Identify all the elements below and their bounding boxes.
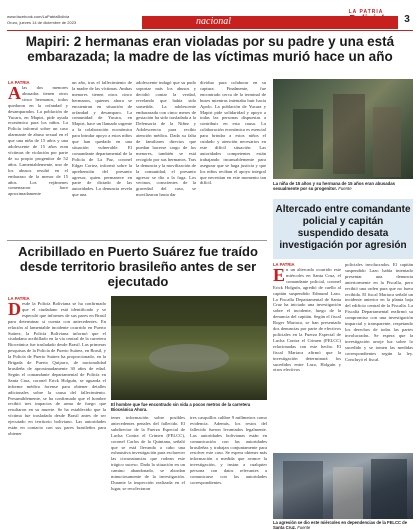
story1-photo-caption [273, 181, 413, 192]
story1-byline: LA PATRIA [8, 80, 30, 85]
story3-byline: LA PATRIA [8, 296, 30, 301]
photo-placeholder-icon [273, 79, 413, 179]
story3-text-col2: tener información sobre posibles antecedentes penales del fallecido. El subdirector de la Fuerza Especial de Lucha Contra el Crimen (FELCC), coronel Carlos de la Quintana, señaló que se está llevando a cabo una exhaustiva investigación para esclarecer las circunstancias que rodean este trágico suceso. Dada la situación en un camino abandonado, se abordan minuciosamente de la investigación. Durante la inspección realizada en el lugar, se recolectaron [111, 415, 185, 491]
edition-date: Oruro, jueves 14 de diciembre de 2023 [7, 20, 77, 25]
story2-byline: LA PATRIA [273, 262, 295, 267]
story3-column-2 [111, 415, 185, 522]
story2-column-2 [345, 262, 413, 452]
story3-drop-cap: D [8, 299, 21, 319]
story1-drop-cap: A [8, 83, 21, 103]
story2-drop-cap: E [273, 265, 286, 285]
logo-bottom-text: Policial [348, 14, 384, 25]
story1-column-4 [200, 80, 266, 238]
story2-headline: Altercado entre comandante policial y capitán suspendido desata investigación por agresión [275, 204, 411, 251]
story2-photo [273, 453, 413, 519]
story3-divider [7, 240, 267, 241]
story3-text-col3: tres casquillos calibre 9 milímetros como evidencia. Además, los restos del fallecido fueron levantados legalmente. Las autoridades bolivianas están en comunicación con las autoridades brasileñas y trabajan conjuntamente para resolver este caso. Se espera obtener más información a medida que avance la investigación, y instan a cualquier persona con datos relevantes a comunicarse con las autoridades correspondientes. [190, 415, 267, 485]
page-number: 3 [404, 14, 410, 25]
story1-text-col2: un año, tras el fallecimiento de la madre de las víctimas. Ambas menores tienen otros cinco hermanos, quienes ahora se encuentran en situación de orfandad y desamparo. La comunidad de Yucara, en Mapiri, hace un llamado urgente a la colaboración económica para brindar apoyo a estos niños que han quedado en una situación vulnerable. El comandante departamental de la Policía de La Paz, coronel Edgar Cortez, informó sobre la aprehensión del presunto agresor, quien permanece en parte de dictado de las autoridades. La denuncia revela que una [72, 80, 132, 198]
story2-column-1 [273, 262, 341, 452]
story3-photo-caption: El hombre que fue encontrado sin vida a pocos metros de la carretera Bioceánica Ahora. [111, 402, 251, 413]
caption-text: La niña de 15 años y su hermana de 15 años eran abusadas sexualmente por su progenitor. [273, 181, 396, 192]
story1-column-1 [8, 80, 68, 238]
story1-photo [273, 79, 413, 179]
story1-text-col1: las dos menores abusadas tienen otros cinco hermanos, todos quedaron en la orfandad y desamparados. La población de Yucara, en Mapiri, pide ayuda económica para los niños. La Policía informó sobre un caso alarmante de abuso sexual en el que una niña de 15 años y una adolescente de 15 años eran víctimas de violación por parte de su propio progenitor de 52 años. Lamentablemente, uno de los abusos resultó en el embarazo de la menor de 15 años. Los vejámenes comenzaron hace aproximadamente [8, 85, 68, 197]
caption-credit: Fuente [297, 525, 311, 530]
facebook-link[interactable]: www.facebook.com/LaPatriaBolivia [7, 14, 70, 19]
story3-headline: Acribillado en Puerto Suárez fue traído desde territorio brasileño antes de ser ejecutado [18, 244, 258, 289]
photo-placeholder-icon [111, 296, 267, 400]
story2-text-col2: policiales involucrados. El capitán suspendido Lazo había intentado presentar una denuncia anteriormente en la Fiscalía, pero recibió una orden para que no fuera recibida. El fiscal Mariaca señaló un incidente anterior en la planta baja del edificio central de la Fiscalía. La Fiscalía Departamental reafirmó su compromiso con una investigación imparcial y transparente, respetando los derechos de todas las partes involucradas. Se espera que la investigación arroje luz sobre lo sucedido y se tomen las medidas correspondientes según la ley. Concluyó el fiscal. [345, 262, 413, 362]
story1-column-3 [136, 80, 196, 238]
logo-top-text: LA PATRIA [348, 9, 384, 15]
story1-text-col3: adolescente indagó que su pudo soportar más los abusos y decidió contar la verdad, revelando que había sido sometida. La adolescente embarazada con cinco meses de gestación ha sido trasladada a la Defensoría de la Niñez y Adolescencia para recibir atención médica. Dada su falta de familiares directos que puedan hacerse cargo de los menores, también se está recogido por sus hermanos. Tras la denuncia y la movilización de la comunidad, el presunto agresor se dio a la fuga. Los vecinos, conscientes de la gravedad del caso, se movilizaron hasta dar [136, 80, 196, 198]
story1-headline: Mapiri: 2 hermanas eran violadas por su padre y una está embarazada; la madre de las víctimas murió hace un año [25, 34, 395, 64]
story3-column-3 [190, 415, 267, 522]
story3-photo [111, 296, 267, 400]
section-name: nacional [196, 16, 231, 27]
caption-text: La agresión se dio este miércoles en dependencias de la FELCC de Santa Cruz. [273, 520, 408, 530]
story3-text-col1: esde la Policía Boliviana se ha confirmado que el ciudadano está identificado y se especuló que informes de sus pares en Brasil para determinar si cuenta con antecedentes. En relación al lamentable incidente ocurrido en Puerto Suárez, la Policía Boliviana informó que el ciudadano acribillado en la vía central de la carretera Bioceánica fue trasladado desde Brasil. Las primeras pesquisas de la Policía de Puerto Suárez, en Brasil, y la Policía de Puerto Suárez ha proporcionado, en la Brigada de Puerto Quijarro, de nacionalidad brasileña de aproximadamente 30 años de edad. Según el comandante departamental de Policía en Santa Cruz, coronel Erick Holguín, se aguarda el informe médico forense para obtener detalles adicionales sobre la causa del fallecimiento. Presumiblemente, se ha confirmado que el hombre recibió tres impactos de arma de fuego que resultaron en su muerte. Se ha establecido que la víctima fue trasladada desde Brasil antes de ser ejecutado en territorio boliviano. Las autoridades están en contacto con sus pares brasileños para obtener [8, 301, 106, 436]
story3-column-1 [8, 296, 106, 522]
story2-photo-caption [273, 520, 413, 530]
story2-text-col1: n un altercado ocurrido este miércoles en Santa Cruz, el comandante policial, coronel Erick Holguín, agredió de cuello al capitán suspendido Edmund Lazo. La Fiscalía Departamental de Santa Cruz ha iniciado una investigación sobre el incidente, luego de la denuncia del capitán. Según el fiscal Roger Mariaca, se han presentado dos denuncias por parte de efectivos policiales en la Fuerza Especial de Lucha Contra el Crimen (FELCC) relacionadas con este hecho. El fiscal Mariaca afirmó que la investigación determinará los sucedidos entre Lazo, Holguín y otros efectivos [273, 267, 341, 373]
caption-credit: Fuente [338, 186, 352, 192]
story1-column-2 [72, 80, 132, 238]
newspaper-logo [340, 9, 392, 25]
photo-placeholder-icon [273, 453, 413, 519]
story1-text-col4: dividuo para colaborar en su captura. Finalmente, fue encontrado cerca de la terminal de buses mientras intentaba huir hacia Apolo. La población de Yucara y Mapiri pide solidaridad y apoyo a todas las personas dispuestas a contribuir en esta causa. La colaboración económica es esencial para brindar a estos niños el cuidado y atención necesarios en este difícil situación. Las autoridades competentes están trabajando incansablemente para asegurar que se haga justicia y que los niños reciban el apoyo integral que necesitan en este momento tan difícil. [200, 80, 266, 186]
header-divider [7, 30, 413, 31]
